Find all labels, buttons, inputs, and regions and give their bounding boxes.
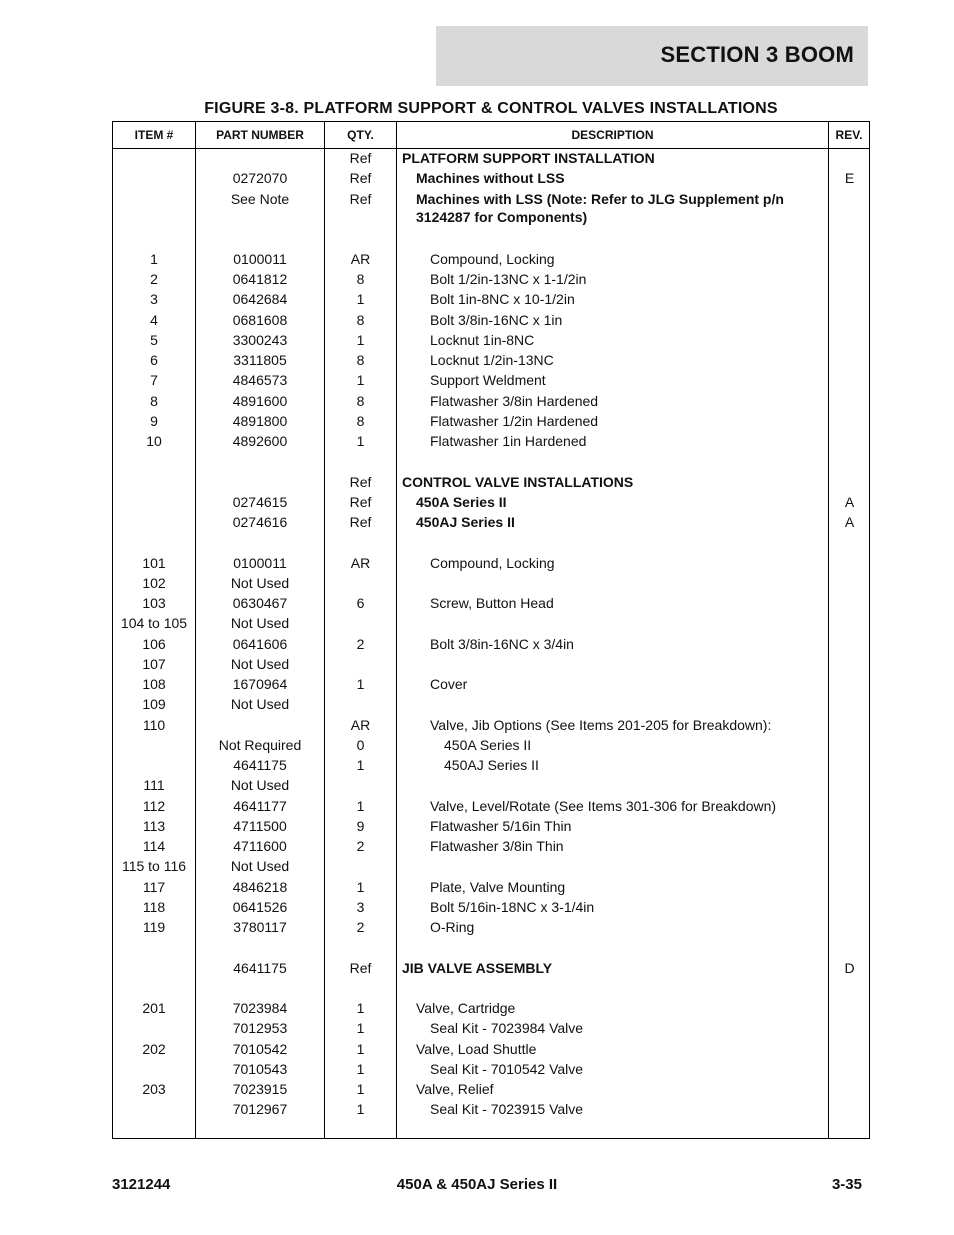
- qty-cell: 1: [356, 757, 365, 773]
- table-row: [113, 857, 869, 877]
- table-row: [113, 169, 869, 189]
- rev-cell: A: [844, 493, 855, 510]
- item-cell: 4: [150, 311, 158, 328]
- item-cell: 114: [142, 838, 166, 854]
- description-cell: 450A Series II: [444, 736, 532, 753]
- qty-cell: 2: [356, 635, 365, 652]
- table-row: [113, 614, 869, 634]
- item-cell: 115 to 116: [121, 858, 187, 875]
- table-row: [113, 290, 869, 310]
- part-number-cell: 7010543: [232, 1060, 288, 1077]
- table-row: [113, 513, 869, 533]
- qty-cell: 6: [356, 595, 365, 611]
- part-number-cell: 4711600: [233, 838, 287, 854]
- description-cell: Valve, Jib Options (See Items 201-205 for Breakdown):: [430, 716, 772, 733]
- description-cell: JIB VALVE ASSEMBLY: [402, 959, 553, 976]
- description-cell: CONTROL VALVE INSTALLATIONS: [402, 473, 634, 490]
- table-row: [113, 878, 869, 898]
- table-row: [113, 432, 869, 452]
- table-row: [113, 918, 869, 938]
- part-number-cell: 4711500: [233, 817, 287, 834]
- description-cell: Valve, Cartridge: [416, 1000, 516, 1016]
- part-number-cell: 0681608: [232, 311, 288, 328]
- qty-cell: 2: [356, 919, 365, 935]
- part-number-cell: 0641606: [232, 635, 288, 652]
- table-body: [113, 149, 869, 1121]
- part-number-cell: 0274616: [232, 514, 288, 530]
- part-number-cell: 4846573: [232, 372, 288, 389]
- table-row: [113, 675, 869, 695]
- part-number-cell: 3311805: [233, 352, 287, 368]
- part-number-cell: 0272070: [232, 170, 288, 187]
- item-cell: 111: [143, 777, 165, 794]
- item-cell: 118: [142, 898, 166, 915]
- item-cell: 109: [142, 696, 166, 713]
- part-number-cell: 3780117: [233, 919, 287, 935]
- footer-model: 450A & 450AJ Series II: [396, 1176, 558, 1193]
- part-number-cell: 3300243: [232, 331, 288, 348]
- qty-cell: 1: [356, 1000, 365, 1016]
- parts-table: [112, 121, 870, 1139]
- part-number-cell: 7023984: [232, 1000, 288, 1016]
- description-cell: Seal Kit - 7010542 Valve: [430, 1060, 584, 1077]
- description-cell: Compound, Locking: [430, 250, 555, 267]
- description-cell: 450A Series II: [416, 493, 507, 510]
- part-number-cell: 0642684: [232, 291, 288, 308]
- description-cell: Flatwasher 3/8in Thin: [430, 838, 564, 854]
- table-row: [113, 230, 869, 250]
- qty-cell: Ref: [349, 150, 372, 166]
- qty-cell: 1: [356, 878, 365, 895]
- table-row: [113, 190, 869, 230]
- qty-cell: AR: [350, 554, 371, 571]
- item-cell: 108: [142, 676, 166, 692]
- description-cell: Machines with LSS (Note: Refer to JLG Supplement p/n 3124287 for Components): [416, 190, 784, 225]
- description-cell: Plate, Valve Mounting: [430, 878, 566, 895]
- section-title: SECTION 3 BOOM: [660, 42, 854, 67]
- table-row: [113, 1040, 869, 1060]
- qty-cell: 1: [356, 676, 365, 692]
- item-cell: 104 to 105: [120, 615, 188, 632]
- footer-document-number: 3121244: [112, 1176, 171, 1193]
- part-number-cell: Not Used: [230, 777, 290, 794]
- qty-cell: 1: [356, 1101, 365, 1118]
- part-number-cell: 0100011: [233, 250, 287, 267]
- part-number-cell: 4641175: [233, 757, 287, 773]
- item-cell: 110: [142, 716, 166, 733]
- column-header-description: DESCRIPTION: [571, 128, 654, 142]
- rev-cell: D: [844, 959, 855, 976]
- part-number-cell: 4846218: [232, 878, 288, 895]
- description-cell: Bolt 3/8in-16NC x 1in: [430, 311, 563, 328]
- table-row: [113, 250, 869, 270]
- description-cell: Flatwasher 5/16in Thin: [430, 817, 572, 834]
- description-cell: PLATFORM SUPPORT INSTALLATION: [402, 150, 655, 166]
- table-row: [113, 817, 869, 837]
- table-row: [113, 270, 869, 290]
- footer-page-number: 3-35: [831, 1176, 862, 1193]
- description-cell: Seal Kit - 7023984 Valve: [430, 1020, 584, 1037]
- column-header-qty: QTY.: [347, 128, 374, 142]
- part-number-cell: 0100011: [233, 554, 287, 571]
- table-row: [113, 392, 869, 412]
- description-cell: Flatwasher 1/2in Hardened: [430, 412, 599, 429]
- part-number-cell: Not Used: [230, 615, 290, 632]
- qty-cell: Ref: [349, 514, 372, 530]
- description-cell: 450AJ Series II: [444, 757, 539, 773]
- table-row: [113, 1080, 869, 1100]
- table-row: [113, 371, 869, 391]
- part-number-cell: 4641175: [233, 959, 287, 976]
- table-row: [113, 311, 869, 331]
- description-cell: Valve, Load Shuttle: [416, 1040, 537, 1057]
- qty-cell: AR: [350, 250, 371, 267]
- part-number-cell: Not Used: [230, 655, 290, 672]
- qty-cell: AR: [350, 716, 371, 733]
- table-row: [113, 351, 869, 371]
- description-cell: 450AJ Series II: [416, 514, 515, 530]
- rev-cell: A: [844, 514, 855, 530]
- qty-cell: 1: [356, 1020, 365, 1037]
- table-row: [113, 473, 869, 493]
- item-cell: 107: [142, 655, 166, 672]
- figure-title: FIGURE 3-8. PLATFORM SUPPORT & CONTROL VALVES INSTALLATIONS: [204, 100, 778, 117]
- item-cell: 102: [142, 574, 166, 591]
- table-row: [113, 452, 869, 472]
- qty-cell: 3: [356, 898, 365, 915]
- part-number-cell: 7012953: [232, 1020, 288, 1037]
- qty-cell: 8: [356, 412, 365, 429]
- qty-cell: 1: [356, 797, 365, 814]
- description-cell: Flatwasher 3/8in Hardened: [430, 392, 599, 409]
- description-cell: Screw, Button Head: [430, 595, 554, 611]
- table-row: [113, 716, 869, 736]
- part-number-cell: 1670964: [232, 676, 288, 692]
- part-number-cell: Not Required: [218, 736, 302, 753]
- rev-cell: E: [844, 170, 855, 187]
- item-cell: 5: [150, 331, 158, 348]
- table-row: [113, 331, 869, 351]
- table-row: [113, 533, 869, 553]
- table-row: [113, 898, 869, 918]
- description-cell: Bolt 5/16in-18NC x 3-1/4in: [430, 898, 595, 915]
- qty-cell: Ref: [349, 493, 372, 510]
- description-cell: Seal Kit - 7023915 Valve: [430, 1101, 584, 1118]
- table-row: [113, 797, 869, 817]
- qty-cell: Ref: [349, 170, 372, 187]
- table-row: [113, 594, 869, 614]
- table-row: [113, 959, 869, 979]
- item-cell: 112: [142, 797, 166, 814]
- qty-cell: Ref: [349, 473, 372, 490]
- table-row: [113, 149, 869, 169]
- table-row: [113, 999, 869, 1019]
- part-number-cell: 4641177: [233, 797, 287, 814]
- item-cell: 202: [142, 1040, 166, 1057]
- item-cell: 101: [142, 554, 166, 571]
- part-number-cell: Not Used: [230, 574, 290, 591]
- qty-cell: 1: [356, 1081, 365, 1097]
- item-cell: 9: [150, 412, 158, 429]
- column-header-rev: REV.: [835, 128, 863, 142]
- table-row: [113, 554, 869, 574]
- table-row: [113, 412, 869, 432]
- column-header-item: ITEM #: [134, 128, 174, 142]
- part-number-cell: 4892600: [232, 433, 288, 449]
- description-cell: Bolt 1in-8NC x 10-1/2in: [430, 291, 575, 308]
- item-cell: 8: [150, 392, 158, 409]
- part-number-cell: 7010542: [232, 1040, 288, 1057]
- description-cell: Bolt 3/8in-16NC x 3/4in: [430, 635, 574, 652]
- table-row: [113, 938, 869, 958]
- qty-cell: 9: [356, 817, 365, 834]
- qty-cell: 1: [356, 331, 365, 348]
- qty-cell: Ref: [349, 190, 372, 207]
- part-number-cell: See Note: [230, 190, 290, 207]
- description-cell: Bolt 1/2in-13NC x 1-1/2in: [430, 271, 587, 287]
- item-cell: 7: [150, 372, 158, 389]
- table-row: [113, 1019, 869, 1039]
- item-cell: 1: [150, 250, 158, 267]
- item-cell: 10: [146, 433, 162, 449]
- qty-cell: 8: [356, 392, 365, 409]
- qty-cell: 1: [356, 291, 365, 308]
- table-row: [113, 837, 869, 857]
- table-row: [113, 736, 869, 756]
- qty-cell: 2: [356, 838, 365, 854]
- qty-cell: 8: [356, 271, 365, 287]
- description-cell: Valve, Relief: [416, 1081, 494, 1097]
- part-number-cell: 7012967: [232, 1101, 288, 1118]
- table-row: [113, 655, 869, 675]
- description-cell: Cover: [430, 676, 468, 692]
- qty-cell: 1: [356, 433, 365, 449]
- table-row: [113, 979, 869, 999]
- item-cell: 119: [142, 919, 166, 935]
- qty-cell: 0: [356, 736, 365, 753]
- item-cell: 203: [142, 1081, 166, 1097]
- table-row: [113, 1100, 869, 1120]
- description-cell: Flatwasher 1in Hardened: [430, 433, 587, 449]
- part-number-cell: 0630467: [232, 595, 288, 611]
- item-cell: 3: [150, 291, 158, 308]
- part-number-cell: 4891600: [232, 392, 288, 409]
- description-cell: O-Ring: [430, 919, 475, 935]
- description-cell: Locknut 1in-8NC: [430, 331, 535, 348]
- table-row: [113, 493, 869, 513]
- item-cell: 117: [142, 878, 166, 895]
- item-cell: 113: [142, 817, 166, 834]
- column-header-part-number: PART NUMBER: [216, 128, 304, 142]
- table-row: [113, 756, 869, 776]
- qty-cell: 1: [356, 372, 365, 389]
- table-row: [113, 635, 869, 655]
- description-cell: Compound, Locking: [430, 554, 555, 571]
- description-cell: Machines without LSS: [416, 170, 565, 187]
- item-cell: 2: [150, 271, 158, 287]
- part-number-cell: 0641812: [232, 271, 288, 287]
- part-number-cell: 0274615: [232, 493, 288, 510]
- section-header-box: [436, 26, 868, 86]
- table-row: [113, 695, 869, 715]
- table-row: [113, 776, 869, 796]
- part-number-cell: Not Used: [230, 858, 290, 875]
- item-cell: 103: [142, 595, 166, 611]
- description-cell: Valve, Level/Rotate (See Items 301-306 for Breakdown): [430, 797, 777, 814]
- description-cell: Support Weldment: [430, 372, 546, 389]
- qty-cell: 8: [356, 352, 365, 368]
- item-cell: 106: [142, 635, 166, 652]
- part-number-cell: Not Used: [230, 696, 290, 713]
- part-number-cell: 0641526: [232, 898, 288, 915]
- qty-cell: 8: [356, 311, 365, 328]
- part-number-cell: 4891800: [232, 412, 288, 429]
- table-row: [113, 574, 869, 594]
- item-cell: 201: [142, 1000, 166, 1016]
- qty-cell: 1: [356, 1040, 365, 1057]
- description-cell: Locknut 1/2in-13NC: [430, 352, 554, 368]
- item-cell: 6: [150, 352, 158, 368]
- part-number-cell: 7023915: [232, 1081, 288, 1097]
- qty-cell: 1: [356, 1060, 365, 1077]
- qty-cell: Ref: [349, 959, 372, 976]
- table-row: [113, 1060, 869, 1080]
